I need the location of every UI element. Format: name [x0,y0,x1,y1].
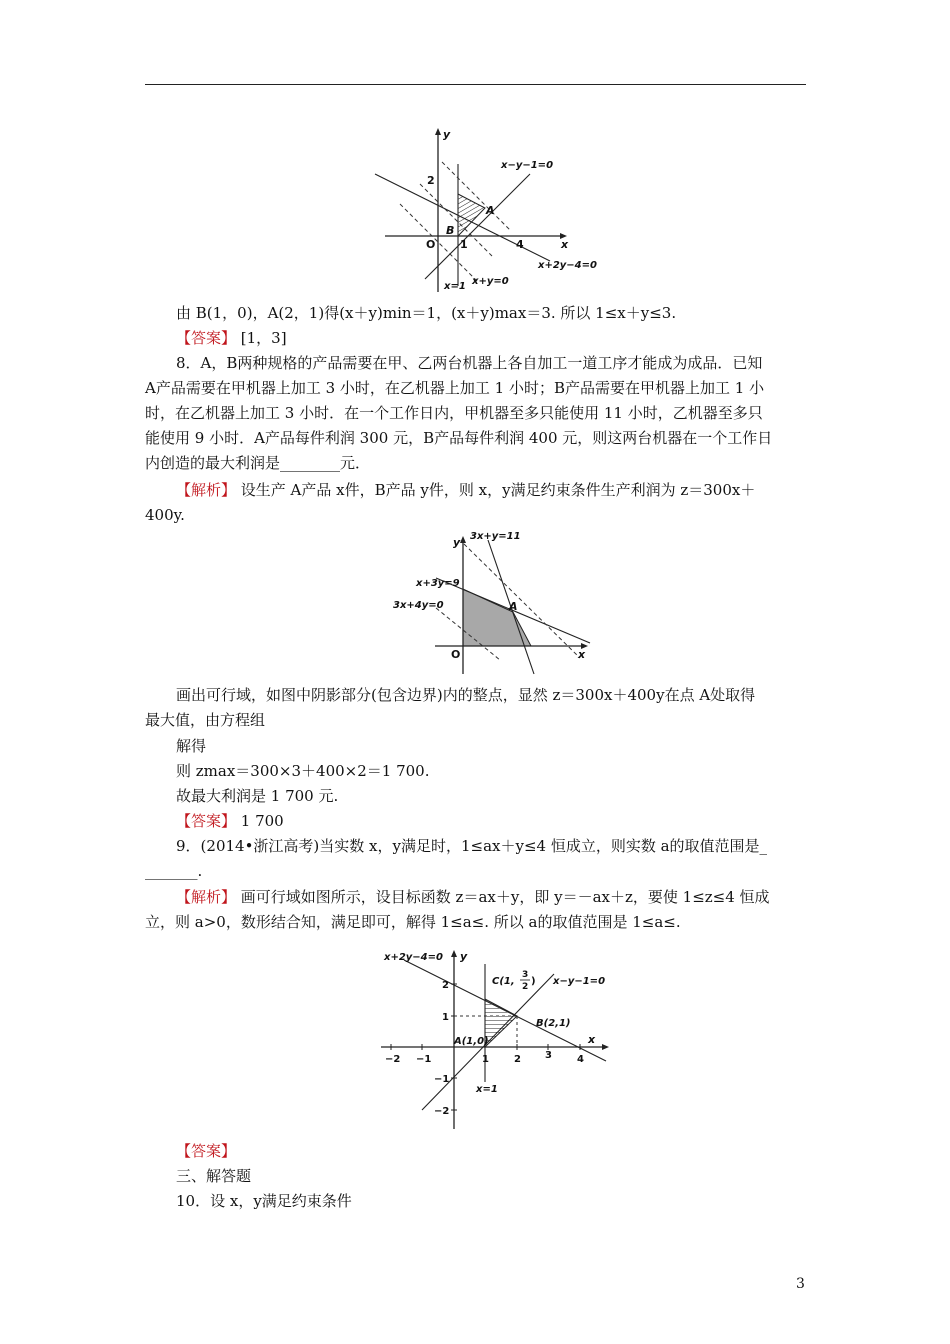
question-8-line-2: A产品需要在甲机器上加工 3 小时，在乙机器上加工 1 小时；B产品需要在甲机器上加工 1 小 [145,379,765,397]
point-a-label: A(1,0) [454,1036,489,1047]
figure-2 [390,530,600,680]
answer-tag: 【答案】 [176,329,237,347]
line-label: x=1 [444,281,466,292]
point-b-label: B(2,1) [536,1018,571,1029]
x-tick-label: 1 [482,1054,489,1065]
y-axis-label: y [443,128,451,141]
y-tick-label: 1 [442,1012,449,1023]
answer-line [176,328,287,348]
point-b-label: B [446,224,455,237]
point-c-denominator: 2 [522,982,529,992]
y-axis-label: y [460,950,468,963]
analysis-line-2: 400y. [145,506,185,524]
x-arrow [602,1044,609,1050]
answer-tag: 【答案】 [176,1142,237,1160]
line-label: x−y−1=0 [553,976,606,987]
section-heading: 三、解答题 [176,1167,252,1185]
line-label: x=1 [476,1084,498,1095]
point-a-label: A [486,204,495,217]
analysis-line [176,480,755,500]
origin-label: O [426,238,436,251]
point-c-close: ) [531,976,536,987]
question-8-line-1: 8．A，B两种规格的产品需要在甲、乙两台机器上各自加工一道工序才能成为成品．已知 [176,354,763,372]
line-label: x−y−1=0 [501,160,554,171]
q8-solution-line-3: 解得 [176,737,207,755]
point-c-label: C(1, [492,976,515,987]
feasible-region [463,589,531,646]
line-label: x+2y−4=0 [538,260,597,271]
dashed-level-line [442,162,510,230]
x-tick-label: −1 [416,1054,432,1065]
page-number: 3 [796,1276,805,1292]
x-axis-label: x [588,1033,596,1046]
tick-label: 1 [460,238,468,251]
answer-line [176,811,284,831]
tick-label: 4 [516,238,524,251]
line-x-minus-y-minus-1 [425,174,530,279]
y-arrow [435,128,441,135]
x-tick-label: 3 [545,1050,552,1061]
line-label: x+3y=9 [416,578,460,589]
figure-3 [376,944,616,1134]
analysis-text: 设生产 A产品 x件，B产品 y件，则 x，y满足约束条件生产利润为 z＝300x＋ [236,481,756,499]
q8-solution-line-5: 故最大利润是 1 700 元. [176,787,339,805]
point-a-label: A [509,600,518,613]
y-arrow [460,536,466,543]
y-tick-label: 2 [442,980,449,991]
origin-label: O [451,648,461,661]
line-label: 3x+y=11 [470,531,521,542]
q8-solution-line-4: 则 zmax＝300×3＋400×2＝1 700. [176,762,430,780]
question-9-line-1: 9．(2014•浙江高考)当实数 x，y满足时，1≤ax＋y≤4 恒成立，则实数 a的取值范围是_ [176,837,768,855]
y-arrow [451,950,457,957]
line-label: x+y=0 [472,276,509,287]
x-axis-label: x [561,238,569,251]
q8-solution-line-1: 画出可行域，如图中阴影部分(包含边界)内的整点，显然 z＝300x＋400y在点 A处取得 [176,686,756,704]
tick-label: 2 [427,174,435,187]
q8-solution-line-2: 最大值，由方程组 [145,711,266,729]
line-label: 3x+4y=0 [393,600,444,611]
answer-value: 1 700 [236,812,284,830]
x-tick-label: −2 [385,1054,401,1065]
question-10: 10．设 x，y满足约束条件 [176,1192,352,1210]
analysis-line-2: 立，则 a>0，数形结合知，满足即可，解得 1≤a≤. 所以 a的取值范围是 1≤a≤. [145,913,681,931]
figure-1 [380,124,600,294]
analysis-tag: 【解析】 [176,888,237,906]
y-axis-label: y [453,536,461,549]
header-rule [145,84,806,85]
point-c-numerator: 3 [522,970,529,980]
question-9-line-2: _______. [145,862,203,880]
y-tick-label: −2 [434,1106,450,1117]
feasible-region [458,194,485,236]
x-tick-label: 4 [577,1054,584,1065]
line-label: x+2y−4=0 [384,952,443,963]
x-tick-label: 2 [514,1054,521,1065]
analysis-text: 画可行域如图所示，设目标函数 z＝ax＋y，即 y＝－ax＋z，要使 1≤z≤4 恒成 [236,888,770,906]
solution-text: 由 B(1，0)，A(2，1)得(x＋y)min＝1，(x＋y)max＝3. 所以 1≤x＋y≤3. [176,304,677,322]
x-axis-label: x [578,648,586,661]
question-8-line-3: 时，在乙机器上加工 3 小时．在一个工作日内，甲机器至多只能使用 11 小时，乙机器至多只 [145,404,763,422]
question-8-line-4: 能使用 9 小时．A产品每件利润 300 元，B产品每件利润 400 元，则这两台机器在一个工作日 [145,429,773,447]
analysis-tag: 【解析】 [176,481,237,499]
answer-tag: 【答案】 [176,812,237,830]
answer-line [176,1141,236,1161]
y-tick-label: −1 [434,1074,450,1085]
answer-value: [1，3] [236,329,287,347]
analysis-line [176,887,770,907]
question-8-line-5: 内创造的最大利润是________元． [145,454,371,472]
